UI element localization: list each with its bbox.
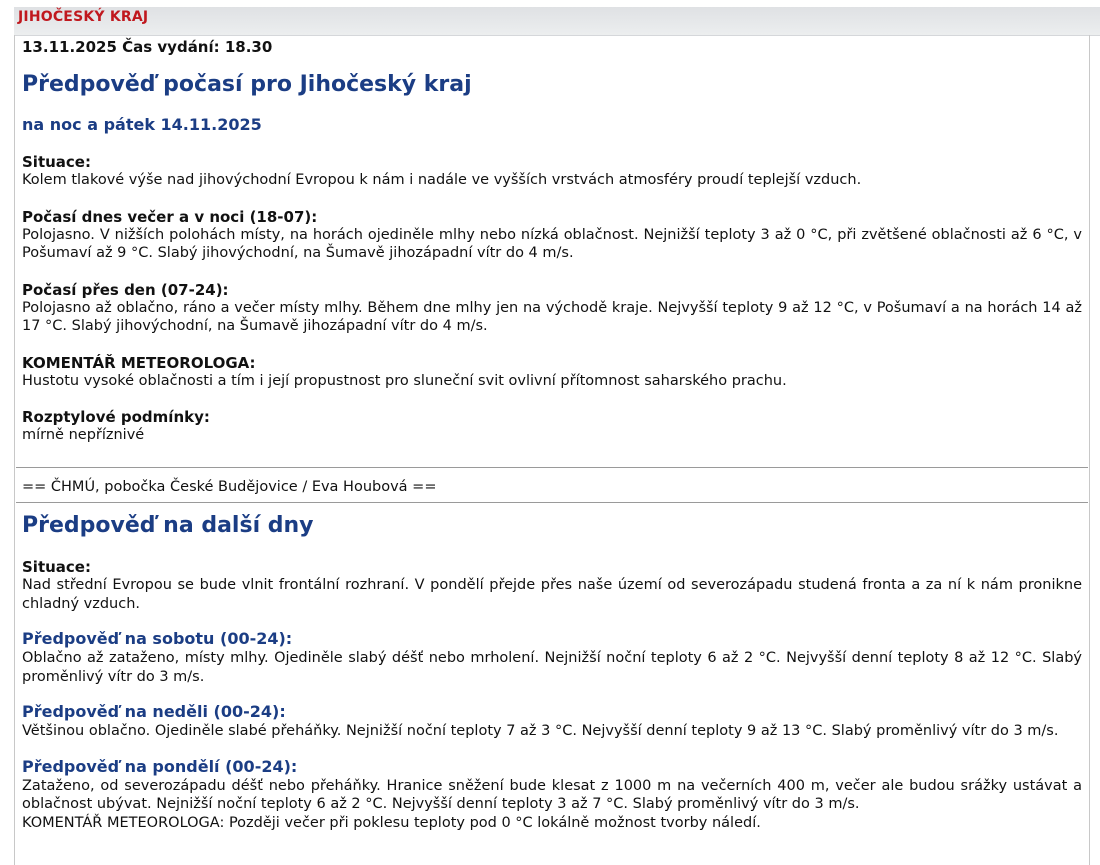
region-header xyxy=(14,7,1100,36)
night-section xyxy=(22,208,1082,263)
separator-top xyxy=(16,467,1088,468)
situation-text: Kolem tlakové výše nad jihovýchodní Evropou k nám i nadále ve vyšších vrstvách atmosféry proudí teplejší vzduch. xyxy=(22,172,862,188)
comment-section xyxy=(22,354,1082,391)
sunday-text: Většinou oblačno. Ojediněle slabé přeháňky. Nejnižší noční teploty 7 až 3 °C. Nejvyšší denní teploty 9 až 13 °C. Slabý proměnlivý vítr do 3 m/s. xyxy=(22,723,1059,739)
day-section xyxy=(22,281,1082,336)
forecast-title: Předpověď počasí pro Jihočeský kraj xyxy=(22,72,472,97)
comment-label: KOMENTÁŘ METEOROLOGA: xyxy=(22,353,256,372)
next-days-title: Předpověď na další dny xyxy=(22,513,314,538)
monday-label: Předpověď na pondělí (00-24): xyxy=(22,756,298,776)
dispersion-section xyxy=(22,408,1082,445)
author-signature: == ČHMÚ, pobočka České Budějovice / Eva Houbová == xyxy=(22,479,437,495)
night-text: Polojasno. V nižších polohách místy, na horách ojediněle mlhy nebo nízká oblačnost. Nejnižší teploty 3 až 0 °C, při zvětšené oblačnosti až 6 °C, v Pošumaví až 9 °C. Slabý jihovýchodní, na Šumavě jihozápadní vítr do 4 m/s. xyxy=(22,226,1082,261)
next-situation-text: Nad střední Evropou se bude vlnit frontální rozhraní. V pondělí přejde přes naše území od severozápadu studená fronta a za ní k nám pronikne chladný vzduch. xyxy=(22,577,1082,612)
monday-comment: KOMENTÁŘ METEOROLOGA: Později večer při poklesu teploty pod 0 °C lokálně možnost tvorby náledí. xyxy=(22,814,761,831)
forecast-content xyxy=(22,37,1082,445)
separator-bottom xyxy=(16,502,1088,503)
comment-text: Hustotu vysoké oblačnosti a tím i její propustnost pro sluneční svit ovlivní přítomnost saharského prachu. xyxy=(22,372,787,389)
day-text: Polojasno až oblačno, ráno a večer místy mlhy. Během dne mlhy jen na východě kraje. Nejvyšší teploty 9 až 12 °C, v Pošumaví a na horách 14 až 17 °C. Slabý jihovýchodní, na Šumavě jihozápadní vítr do 4 m/s. xyxy=(22,299,1082,334)
next-days-content xyxy=(22,512,1082,832)
dispersion-label: Rozptylové podmínky: xyxy=(22,408,210,426)
next-situation-label: Situace: xyxy=(22,558,91,576)
sunday-section xyxy=(22,702,1082,741)
dispersion-text: mírně nepříznivé xyxy=(22,427,145,443)
monday-text: Zataženo, od severozápadu déšť nebo přeháňky. Hranice sněžení bude klesat z 1000 m na večerních 400 m, večer ale budou srážky ustávat a oblačnost ubývat. Nejnižší noční teploty 6 až 2 °C. Nejvyšší denní teploty 3 až 7 °C. Slabý proměnlivý vítr do 3 m/s. xyxy=(22,777,1082,812)
saturday-text: Oblačno až zataženo, místy mlhy. Ojediněle slabý déšť nebo mrholení. Nejnižší noční teploty 6 až 2 °C. Nejvyšší denní teploty 8 až 12 °C. Slabý proměnlivý vítr do 3 m/s. xyxy=(22,650,1082,685)
situation-label: Situace: xyxy=(22,153,91,171)
saturday-section xyxy=(22,629,1082,686)
sunday-label: Předpověď na neděli (00-24): xyxy=(22,702,286,721)
monday-section xyxy=(22,757,1082,833)
situation-section xyxy=(22,153,1082,190)
issue-datetime: 13.11.2025 Čas vydání: 18.30 xyxy=(22,38,273,56)
region-title: JIHOČESKÝ KRAJ xyxy=(18,9,149,25)
saturday-label: Předpověď na sobotu (00-24): xyxy=(22,629,293,648)
forecast-subtitle: na noc a pátek 14.11.2025 xyxy=(22,115,262,134)
next-situation-section xyxy=(22,558,1082,613)
day-label: Počasí přes den (07-24): xyxy=(22,280,229,299)
night-label: Počasí dnes večer a v noci (18-07): xyxy=(22,207,318,226)
